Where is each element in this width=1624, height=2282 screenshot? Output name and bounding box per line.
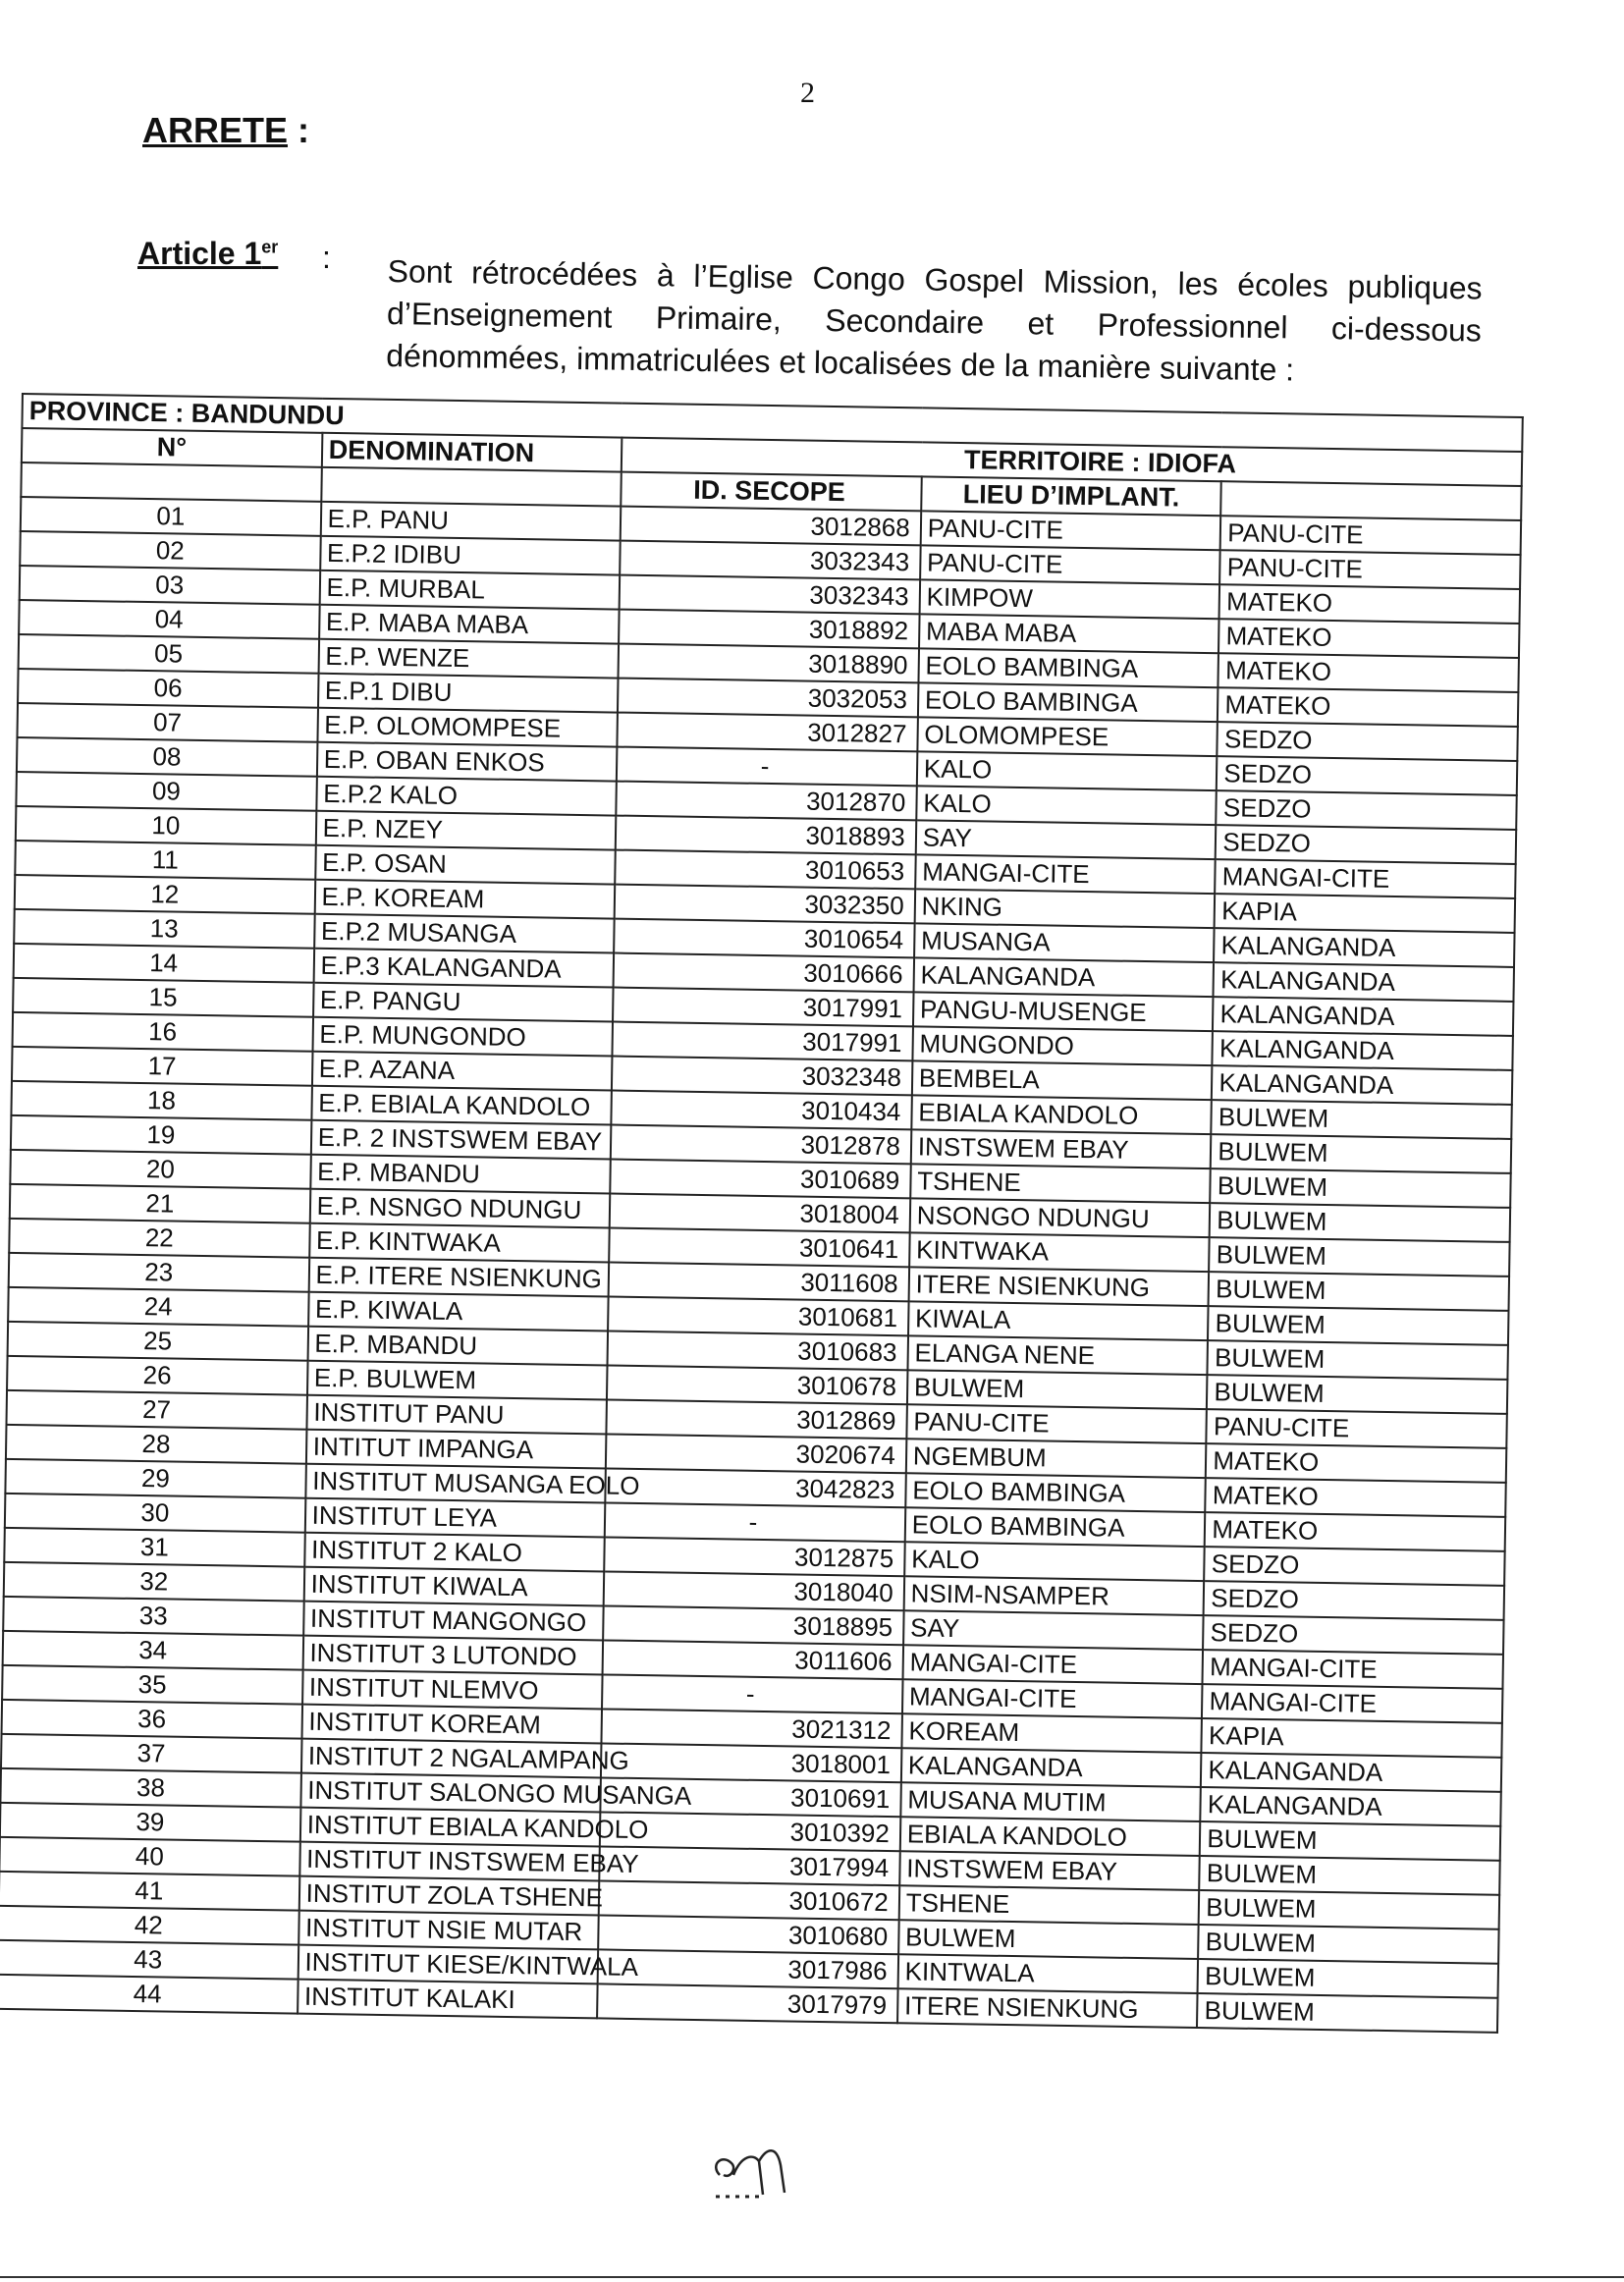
row-lieu-cell: MUSANA MUTIM: [900, 1782, 1201, 1821]
row-denomination-cell: INSTITUT NSIE MUTAR: [298, 1911, 599, 1950]
row-number-cell: 39: [0, 1803, 300, 1842]
row-localite-cell: BULWEM: [1200, 1821, 1500, 1861]
row-lieu-cell: MUSANGA: [914, 923, 1215, 962]
row-id-secope-cell: 3012869: [607, 1399, 907, 1439]
row-number-cell: 31: [4, 1528, 304, 1567]
row-id-secope-cell: 3010691: [601, 1777, 901, 1817]
row-lieu-cell: KALANGANDA: [913, 957, 1214, 997]
row-localite-cell: BULWEM: [1207, 1375, 1507, 1414]
row-denomination-cell: E.P. BULWEM: [307, 1361, 608, 1400]
row-number-cell: 07: [17, 703, 317, 742]
row-lieu-cell: MABA MABA: [919, 614, 1219, 653]
row-denomination-cell: E.P. NSNGO NDUNGU: [309, 1189, 610, 1228]
row-number-cell: 14: [14, 944, 314, 983]
row-number-cell: 19: [11, 1115, 311, 1155]
row-number-cell: 15: [13, 978, 313, 1017]
row-id-secope-cell: 3020674: [606, 1434, 906, 1473]
row-lieu-cell: NSIM-NSAMPER: [903, 1576, 1204, 1615]
row-id-secope-cell: 3010392: [600, 1812, 900, 1851]
row-number-cell: 09: [16, 772, 316, 811]
row-lieu-cell: MANGAI-CITE: [902, 1679, 1203, 1718]
row-id-secope-cell: 3010680: [598, 1915, 898, 1954]
row-lieu-cell: EOLO BAMBINGA: [918, 682, 1218, 722]
row-lieu-cell: KINTWALA: [897, 1954, 1198, 1993]
row-number-cell: 30: [5, 1494, 305, 1533]
row-number-cell: 08: [17, 737, 317, 777]
row-localite-cell: MATEKO: [1219, 584, 1520, 624]
row-lieu-cell: KOREAM: [901, 1713, 1202, 1753]
row-id-secope-cell: 3032348: [612, 1057, 912, 1096]
column-header-lieu: LIEU D’IMPLANT.: [921, 476, 1221, 516]
row-denomination-cell: E.P. KOREAM: [314, 880, 615, 919]
row-denomination-cell: INSTITUT EBIALA KANDOLO: [299, 1808, 600, 1847]
row-denomination-cell: E.P.2 KALO: [316, 777, 617, 816]
row-localite-cell: KALANGANDA: [1214, 928, 1514, 967]
article-label: [137, 236, 278, 272]
table-body: [0, 497, 1521, 2033]
row-lieu-cell: EOLO BAMBINGA: [905, 1507, 1206, 1547]
row-id-secope-cell: 3010666: [614, 953, 914, 993]
row-number-cell: 35: [2, 1665, 302, 1705]
row-localite-cell: BULWEM: [1199, 1890, 1499, 1929]
row-denomination-cell: INSTITUT 2 NGALAMPANG: [301, 1739, 602, 1778]
row-denomination-cell: INSTITUT 2 KALO: [304, 1533, 605, 1572]
row-denomination-cell: E.P.1 DIBU: [318, 674, 619, 713]
row-number-cell: 44: [0, 1975, 298, 2014]
row-number-cell: 04: [19, 600, 319, 639]
row-lieu-cell: INSTSWEM EBAY: [911, 1129, 1212, 1168]
row-localite-cell: SEDZO: [1204, 1581, 1504, 1620]
row-id-secope-cell: 3012868: [621, 507, 921, 546]
row-denomination-cell: E.P. MBANDU: [307, 1327, 608, 1366]
row-denomination-cell: E.P. OLOMOMPESE: [317, 708, 618, 747]
row-number-cell: 21: [10, 1184, 310, 1223]
row-localite-cell: KALANGANDA: [1213, 997, 1513, 1036]
row-id-secope-cell: 3012827: [618, 713, 918, 752]
document-heading: [142, 110, 309, 151]
article-body: Sont rétrocédées à l’Eglise Congo Gospel Mission, les écoles publiques d’Enseignement Primaire, Secondaire et Professionnel ci-dessous dénommées, immatriculées et localisées de la manière suivante :: [386, 252, 1483, 388]
schools-table: [0, 393, 1524, 2034]
row-denomination-cell: INSTITUT KIESE/KINTWALA: [298, 1945, 598, 1984]
row-localite-cell: BULWEM: [1208, 1306, 1508, 1345]
row-id-secope-cell: 3012878: [611, 1125, 911, 1165]
row-localite-cell: MATEKO: [1218, 653, 1519, 692]
column-header-localite: [1221, 481, 1522, 520]
row-lieu-cell: SAY: [916, 820, 1217, 859]
row-localite-cell: BULWEM: [1198, 1959, 1498, 1998]
row-id-secope-cell: 3010653: [615, 850, 915, 890]
row-lieu-cell: PANGU-MUSENGE: [913, 992, 1214, 1031]
row-denomination-cell: E.P. EBIALA KANDOLO: [311, 1086, 612, 1125]
row-number-cell: 34: [3, 1631, 303, 1670]
row-denomination-cell: INSTITUT PANU: [306, 1395, 607, 1435]
row-id-secope-cell: 3017991: [613, 988, 913, 1027]
column-header-id-secope: ID. SECOPE: [621, 472, 921, 512]
row-lieu-cell: EOLO BAMBINGA: [905, 1473, 1206, 1512]
row-denomination-cell: INSTITUT SALONGO MUSANGA: [300, 1773, 601, 1813]
row-id-secope-cell: 3018892: [619, 610, 919, 649]
row-id-secope-cell: 3032343: [620, 575, 920, 615]
row-denomination-cell: E.P. MABA MABA: [319, 605, 620, 644]
row-localite-cell: MANGAI-CITE: [1216, 859, 1516, 898]
row-id-secope-cell: -: [605, 1502, 905, 1542]
row-localite-cell: BULWEM: [1208, 1340, 1508, 1380]
row-id-secope-cell: 3017979: [597, 1983, 897, 2023]
row-number-cell: 41: [0, 1872, 299, 1911]
row-id-secope-cell: 3018004: [610, 1194, 910, 1233]
article-label-text: Article 1: [137, 236, 262, 271]
row-localite-cell: MATEKO: [1206, 1443, 1506, 1483]
row-localite-cell: KAPIA: [1215, 894, 1515, 933]
row-number-cell: 32: [4, 1562, 304, 1602]
row-localite-cell: PANU-CITE: [1220, 516, 1521, 555]
row-number-cell: 11: [15, 841, 315, 880]
row-lieu-cell: OLOMOMPESE: [917, 717, 1218, 756]
row-id-secope-cell: -: [617, 747, 917, 787]
row-id-secope-cell: 3010678: [607, 1365, 907, 1404]
column-header-empty-num: [21, 462, 321, 502]
row-localite-cell: SEDZO: [1217, 756, 1517, 795]
row-localite-cell: MANGAI-CITE: [1202, 1684, 1502, 1723]
page-bottom-rule: [0, 2276, 1624, 2278]
row-localite-cell: SEDZO: [1218, 722, 1518, 761]
row-number-cell: 13: [14, 909, 314, 949]
row-denomination-cell: E.P. KIWALA: [308, 1292, 609, 1331]
row-lieu-cell: BEMBELA: [912, 1060, 1213, 1100]
row-id-secope-cell: 3010672: [599, 1880, 899, 1920]
row-id-secope-cell: 3021312: [602, 1709, 902, 1748]
row-lieu-cell: BULWEM: [907, 1370, 1208, 1409]
row-id-secope-cell: 3032343: [620, 541, 920, 580]
row-number-cell: 28: [6, 1425, 306, 1464]
row-number-cell: 01: [21, 497, 321, 536]
row-number-cell: 10: [16, 806, 316, 845]
article-colon: :: [322, 240, 331, 275]
row-localite-cell: BULWEM: [1197, 1993, 1497, 2033]
row-lieu-cell: PANU-CITE: [920, 545, 1220, 584]
row-denomination-cell: E.P. NZEY: [315, 811, 616, 850]
row-id-secope-cell: 3018893: [616, 816, 916, 855]
row-lieu-cell: ELANGA NENE: [907, 1335, 1208, 1375]
row-number-cell: 40: [0, 1837, 299, 1876]
row-id-secope-cell: 3011606: [603, 1640, 903, 1679]
row-number-cell: 33: [3, 1597, 303, 1636]
row-lieu-cell: NSONGO NDUNGU: [909, 1198, 1210, 1237]
territoire-header: TERRITOIRE : IDIOFA: [622, 438, 1522, 486]
row-lieu-cell: EOLO BAMBINGA: [918, 648, 1218, 687]
row-number-cell: 05: [19, 634, 319, 674]
row-localite-cell: BULWEM: [1210, 1203, 1510, 1242]
row-number-cell: 43: [0, 1940, 298, 1980]
row-lieu-cell: MUNGONDO: [912, 1026, 1213, 1065]
row-number-cell: 17: [12, 1047, 312, 1086]
row-id-secope-cell: 3042823: [606, 1468, 906, 1507]
row-number-cell: 06: [18, 669, 318, 708]
row-localite-cell: BULWEM: [1211, 1134, 1511, 1173]
row-id-secope-cell: 3032350: [615, 885, 915, 924]
row-localite-cell: SEDZO: [1205, 1547, 1505, 1586]
row-denomination-cell: E.P.3 KALANGANDA: [313, 949, 614, 988]
row-localite-cell: BULWEM: [1200, 1856, 1500, 1895]
row-localite-cell: MATEKO: [1205, 1512, 1505, 1551]
row-number-cell: 16: [13, 1012, 313, 1052]
row-lieu-cell: BULWEM: [898, 1920, 1199, 1959]
column-header-num: N°: [22, 428, 322, 467]
row-lieu-cell: KALANGANDA: [901, 1748, 1202, 1787]
row-id-secope-cell: 3032053: [618, 679, 918, 718]
row-localite-cell: KAPIA: [1202, 1718, 1502, 1758]
row-lieu-cell: KALO: [917, 751, 1218, 790]
row-number-cell: 18: [11, 1081, 311, 1120]
row-denomination-cell: E.P. WENZE: [318, 639, 619, 679]
row-lieu-cell: NKING: [914, 889, 1215, 928]
row-localite-cell: PANU-CITE: [1207, 1409, 1507, 1448]
heading-title: ARRETE: [142, 110, 289, 150]
row-id-secope-cell: 3010641: [609, 1228, 909, 1268]
row-localite-cell: MATEKO: [1206, 1478, 1506, 1517]
row-lieu-cell: NGEMBUM: [906, 1439, 1207, 1478]
page-number: 2: [800, 77, 815, 109]
row-number-cell: 23: [9, 1253, 309, 1292]
column-header-empty-name: [321, 467, 622, 507]
row-id-secope-cell: 3012870: [616, 782, 916, 821]
row-lieu-cell: PANU-CITE: [906, 1404, 1207, 1443]
row-number-cell: 20: [10, 1150, 310, 1189]
row-lieu-cell: PANU-CITE: [920, 511, 1220, 550]
row-denomination-cell: INSTITUT KIWALA: [303, 1567, 604, 1606]
row-lieu-cell: KALO: [916, 786, 1217, 825]
row-lieu-cell: MANGAI-CITE: [902, 1645, 1203, 1684]
row-lieu-cell: KIWALA: [908, 1301, 1209, 1340]
row-number-cell: 42: [0, 1906, 298, 1945]
row-id-secope-cell: 3018890: [619, 644, 919, 683]
row-denomination-cell: E.P. MBANDU: [310, 1155, 611, 1194]
row-number-cell: 26: [7, 1356, 307, 1395]
row-number-cell: 37: [1, 1734, 301, 1773]
row-id-secope-cell: 3010683: [608, 1331, 908, 1370]
row-id-secope-cell: 3018895: [603, 1605, 903, 1645]
row-lieu-cell: INSTSWEM EBAY: [899, 1851, 1200, 1890]
row-denomination-cell: INSTITUT MANGONGO: [303, 1602, 604, 1641]
row-localite-cell: SEDZO: [1203, 1615, 1503, 1655]
row-number-cell: 02: [20, 531, 320, 570]
row-localite-cell: KALANGANDA: [1201, 1753, 1501, 1792]
row-denomination-cell: INSTITUT 3 LUTONDO: [302, 1636, 603, 1675]
row-denomination-cell: E.P. PANU: [320, 502, 621, 541]
row-denomination-cell: INSTITUT INSTSWEM EBAY: [299, 1842, 600, 1881]
row-localite-cell: MANGAI-CITE: [1203, 1650, 1503, 1689]
row-id-secope-cell: 3018040: [604, 1571, 904, 1610]
row-denomination-cell: E.P. MURBAL: [319, 570, 620, 610]
article-label-sup: er: [261, 237, 279, 257]
row-id-secope-cell: 3011608: [609, 1263, 909, 1302]
row-localite-cell: MATEKO: [1218, 687, 1518, 727]
heading-colon: :: [298, 110, 310, 150]
row-denomination-cell: E.P. KINTWAKA: [309, 1223, 610, 1263]
row-denomination-cell: INSTITUT MUSANGA EOLO: [305, 1464, 606, 1503]
row-lieu-cell: ITERE NSIENKUNG: [897, 1988, 1198, 2028]
row-id-secope-cell: 3010689: [610, 1160, 910, 1199]
row-number-cell: 29: [5, 1459, 305, 1498]
row-denomination-cell: INSTITUT LEYA: [304, 1498, 605, 1538]
row-lieu-cell: KALO: [904, 1542, 1205, 1581]
schools-table-container: [0, 393, 1524, 2034]
row-localite-cell: BULWEM: [1209, 1237, 1509, 1277]
row-number-cell: 24: [8, 1287, 308, 1327]
column-header-denomination: DENOMINATION: [321, 433, 622, 472]
row-denomination-cell: E.P. ITERE NSIENKUNG: [308, 1258, 609, 1297]
row-number-cell: 25: [8, 1322, 308, 1361]
row-number-cell: 38: [0, 1768, 300, 1808]
row-lieu-cell: KINTWAKA: [909, 1232, 1210, 1272]
row-localite-cell: BULWEM: [1198, 1925, 1498, 1964]
row-number-cell: 03: [20, 566, 320, 605]
row-id-secope-cell: 3010681: [608, 1297, 908, 1336]
row-localite-cell: KALANGANDA: [1212, 1065, 1512, 1105]
row-lieu-cell: KIMPOW: [919, 579, 1219, 619]
row-lieu-cell: TSHENE: [910, 1164, 1211, 1203]
signature-mark: [702, 2136, 810, 2214]
row-localite-cell: KALANGANDA: [1214, 962, 1514, 1002]
row-denomination-cell: INSTITUT KALAKI: [298, 1980, 598, 2019]
row-denomination-cell: INSTITUT ZOLA TSHENE: [298, 1876, 599, 1916]
row-denomination-cell: E.P. 2 INSTSWEM EBAY: [310, 1120, 611, 1160]
row-id-secope-cell: 3010434: [612, 1091, 912, 1130]
row-number-cell: 12: [15, 875, 315, 914]
row-number-cell: 22: [9, 1219, 309, 1258]
row-id-secope-cell: 3010654: [614, 919, 914, 958]
row-localite-cell: SEDZO: [1216, 825, 1516, 864]
row-denomination-cell: INSTITUT NLEMVO: [302, 1670, 603, 1710]
row-localite-cell: KALANGANDA: [1201, 1787, 1501, 1826]
row-localite-cell: BULWEM: [1211, 1168, 1511, 1208]
row-localite-cell: BULWEM: [1209, 1272, 1509, 1311]
row-id-secope-cell: -: [602, 1674, 902, 1713]
row-denomination-cell: INTITUT IMPANGA: [305, 1430, 606, 1469]
row-id-secope-cell: 3017986: [598, 1949, 898, 1988]
row-denomination-cell: E.P. MUNGONDO: [312, 1017, 613, 1057]
row-denomination-cell: E.P. OSAN: [315, 845, 616, 885]
row-lieu-cell: TSHENE: [898, 1885, 1199, 1925]
row-lieu-cell: ITERE NSIENKUNG: [908, 1267, 1209, 1306]
row-denomination-cell: E.P. OBAN ENKOS: [316, 742, 617, 782]
row-id-secope-cell: 3017994: [599, 1846, 899, 1885]
row-lieu-cell: EBIALA KANDOLO: [911, 1095, 1212, 1134]
row-localite-cell: SEDZO: [1217, 790, 1517, 830]
row-id-secope-cell: 3012875: [604, 1537, 904, 1576]
row-denomination-cell: INSTITUT KOREAM: [301, 1705, 602, 1744]
row-localite-cell: MATEKO: [1218, 619, 1519, 658]
row-id-secope-cell: 3017991: [613, 1022, 913, 1061]
row-denomination-cell: E.P.2 IDIBU: [320, 536, 621, 575]
province-label: PROVINCE : BANDUNDU: [28, 396, 345, 431]
row-localite-cell: BULWEM: [1212, 1100, 1512, 1139]
row-number-cell: 36: [2, 1700, 302, 1739]
row-lieu-cell: SAY: [903, 1610, 1204, 1650]
row-denomination-cell: E.P. AZANA: [312, 1052, 613, 1091]
row-lieu-cell: MANGAI-CITE: [915, 854, 1216, 894]
row-denomination-cell: E.P. PANGU: [313, 983, 614, 1022]
row-localite-cell: KALANGANDA: [1213, 1031, 1513, 1070]
row-number-cell: 27: [6, 1390, 306, 1430]
row-localite-cell: PANU-CITE: [1219, 550, 1520, 589]
row-id-secope-cell: 3018001: [601, 1743, 901, 1782]
row-denomination-cell: E.P.2 MUSANGA: [314, 914, 615, 953]
row-lieu-cell: EBIALA KANDOLO: [900, 1817, 1201, 1856]
